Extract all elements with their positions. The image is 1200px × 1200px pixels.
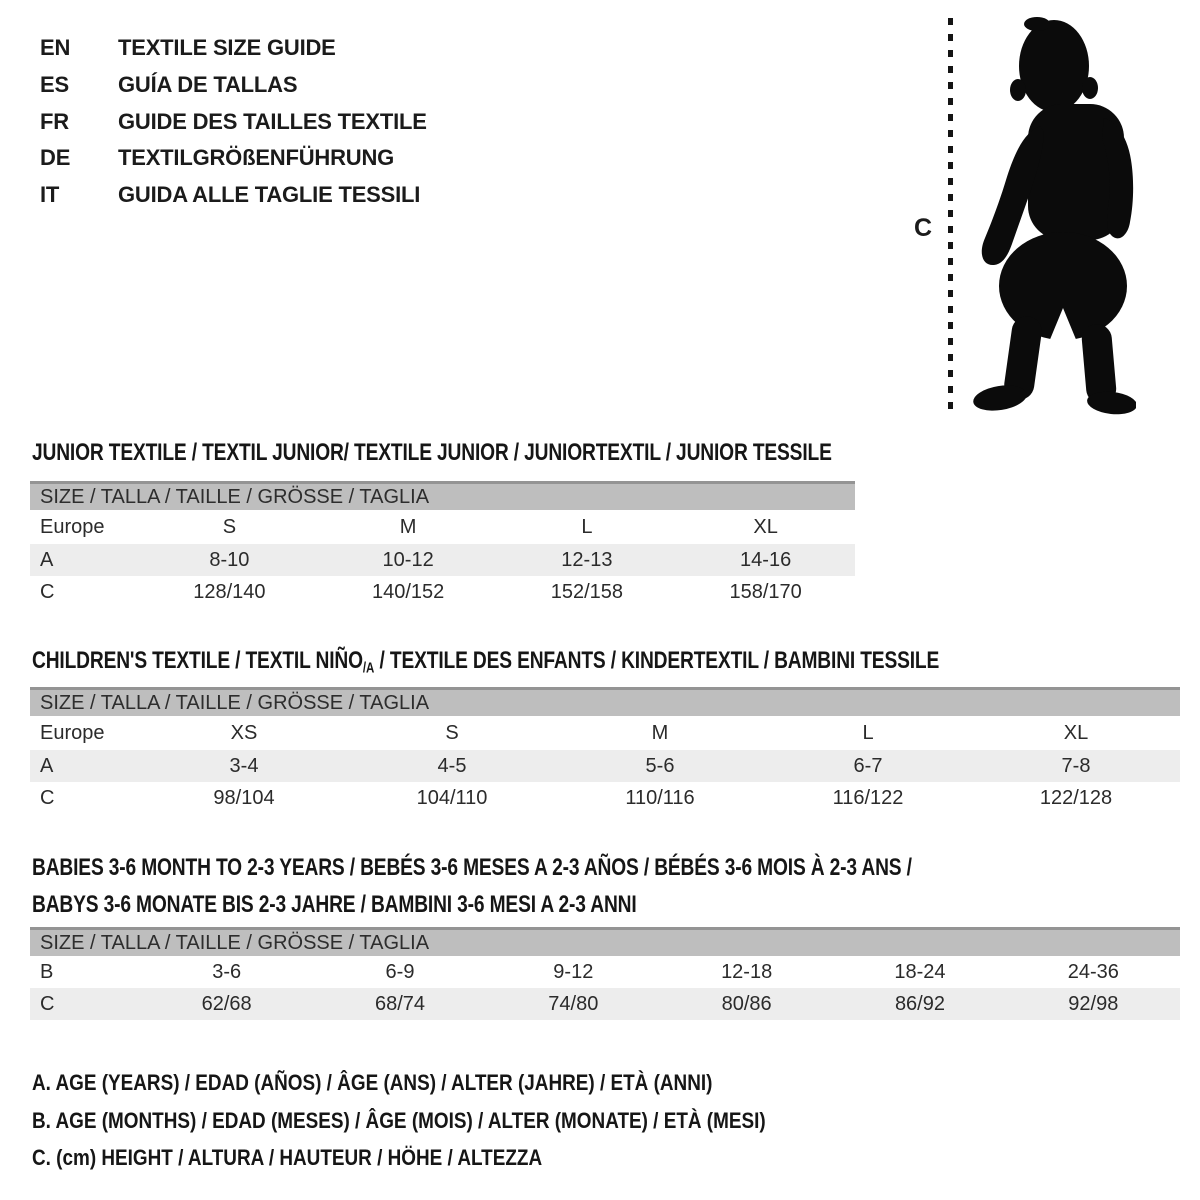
- language-title: GUÍA DE TALLAS: [118, 71, 298, 97]
- age-value: 6-7: [853, 754, 883, 777]
- size-value: M: [651, 721, 669, 744]
- language-title: TEXTILGRÖßENFÜHRUNG: [118, 145, 395, 171]
- height-value: 92/98: [1068, 992, 1119, 1015]
- height-value: 128/140: [193, 580, 266, 603]
- height-value: 116/122: [832, 786, 904, 809]
- legend-age-years: A. AGE (YEARS) / EDAD (AÑOS) / ÂGE (ANS) / ALTER (JAHRE) / ETÀ (ANNI): [32, 1070, 713, 1095]
- table-row-age-months: [30, 956, 1180, 988]
- language-row-it: [40, 177, 427, 214]
- language-code: IT: [40, 182, 60, 208]
- age-value: 5-6: [645, 754, 675, 777]
- language-row-de: [40, 140, 427, 177]
- row-label: C: [40, 580, 55, 603]
- toddler-silhouette: [964, 16, 1136, 416]
- size-header-row: SIZE / TALLA / TAILLE / GRÖSSE / TAGLIA: [30, 927, 1180, 956]
- babies-size-table: [30, 927, 1180, 1020]
- age-value: 6-9: [385, 960, 415, 983]
- height-measure-label: C: [914, 214, 933, 242]
- size-header-row: SIZE / TALLA / TAILLE / GRÖSSE / TAGLIA: [30, 481, 855, 510]
- height-value: 62/68: [201, 992, 252, 1015]
- size-value: XL: [753, 515, 778, 538]
- height-value: 98/104: [213, 786, 275, 809]
- height-value: 68/74: [374, 992, 426, 1015]
- age-value: 14-16: [740, 548, 792, 571]
- size-value: S: [222, 515, 237, 538]
- row-label: B: [40, 960, 54, 983]
- size-header-row: SIZE / TALLA / TAILLE / GRÖSSE / TAGLIA: [30, 687, 1180, 716]
- height-value: 74/80: [548, 992, 599, 1015]
- row-label: Europe: [40, 515, 105, 538]
- table-row-height-cm: [30, 988, 1180, 1020]
- legend-height-cm: C. (cm) HEIGHT / ALTURA / HAUTEUR / HÖHE / ALTEZZA: [32, 1145, 543, 1170]
- size-value: S: [445, 721, 459, 744]
- height-value: 140/152: [371, 580, 445, 603]
- language-row-en: [40, 30, 427, 67]
- language-title-list: [40, 30, 427, 214]
- height-value: 86/92: [894, 992, 945, 1015]
- table-row-age-years: [30, 750, 1180, 782]
- row-label: C: [40, 992, 55, 1015]
- table-row-europe: [30, 716, 1180, 750]
- height-value: 104/110: [416, 786, 488, 809]
- age-value: 8-10: [209, 548, 250, 571]
- row-label: A: [40, 548, 54, 571]
- junior-size-table: [30, 481, 855, 608]
- children-title-subscript: /A: [362, 660, 375, 677]
- language-code: FR: [40, 108, 69, 134]
- table-row-height-cm: [30, 576, 855, 608]
- age-value: 3-6: [212, 960, 242, 983]
- row-label: Europe: [40, 721, 105, 744]
- language-code: ES: [40, 71, 69, 97]
- age-value: 12-13: [561, 548, 613, 571]
- size-value: L: [581, 515, 593, 538]
- language-code: DE: [40, 145, 71, 171]
- age-value: 10-12: [382, 548, 434, 571]
- language-code: EN: [40, 35, 71, 60]
- children-size-table: [30, 687, 1180, 814]
- size-value: XL: [1063, 721, 1089, 744]
- junior-section-title: JUNIOR TEXTILE / TEXTIL JUNIOR/ TEXTILE JUNIOR / JUNIORTEXTIL / JUNIOR TESSILE: [32, 439, 832, 466]
- size-value: M: [399, 515, 417, 538]
- size-value: L: [862, 721, 874, 744]
- children-title-text: / TEXTILE DES ENFANTS / KINDERTEXTIL / BAMBINI TESSILE: [374, 647, 940, 674]
- height-measure-dashed-line: [948, 18, 953, 418]
- language-title: GUIDA ALLE TAGLIE TESSILI: [118, 182, 421, 208]
- height-value: 158/170: [729, 580, 802, 603]
- babies-title-line1: BABIES 3-6 MONTH TO 2-3 YEARS / BEBÉS 3-6 MESES A 2-3 AÑOS / BÉBÉS 3-6 MOIS À 2-3 ANS /: [32, 854, 912, 881]
- language-row-es: [40, 67, 427, 104]
- height-value: 110/116: [625, 786, 695, 809]
- children-title-text: CHILDREN'S TEXTILE / TEXTIL NIÑO: [32, 647, 363, 674]
- height-value: 152/158: [550, 580, 624, 603]
- row-label: A: [40, 754, 54, 777]
- table-row-height-cm: [30, 782, 1180, 814]
- size-value: XS: [230, 721, 258, 744]
- babies-title-line2: BABYS 3-6 MONATE BIS 2-3 JAHRE / BAMBINI 3-6 MESI A 2-3 ANNI: [32, 891, 637, 918]
- language-row-fr: [40, 104, 427, 141]
- row-label: C: [40, 786, 55, 809]
- age-value: 24-36: [1067, 960, 1119, 983]
- measurement-legend: [32, 1064, 885, 1177]
- legend-age-months: B. AGE (MONTHS) / EDAD (MESES) / ÂGE (MOIS) / ALTER (MONATE) / ETÀ (MESI): [32, 1107, 766, 1133]
- age-value: 18-24: [894, 960, 946, 983]
- age-value: 3-4: [229, 754, 259, 777]
- height-value: 122/128: [1039, 786, 1113, 809]
- age-value: 9-12: [553, 960, 594, 983]
- age-value: 12-18: [721, 960, 773, 983]
- language-title: TEXTILE SIZE GUIDE: [118, 35, 336, 60]
- language-title: GUIDE DES TAILLES TEXTILE: [118, 108, 427, 134]
- age-value: 7-8: [1061, 754, 1091, 777]
- table-row-age-years: [30, 544, 855, 576]
- babies-section-title: [32, 849, 912, 923]
- children-section-title: [32, 642, 939, 687]
- age-value: 4-5: [437, 754, 467, 777]
- height-value: 80/86: [721, 992, 772, 1015]
- table-row-europe: [30, 510, 855, 544]
